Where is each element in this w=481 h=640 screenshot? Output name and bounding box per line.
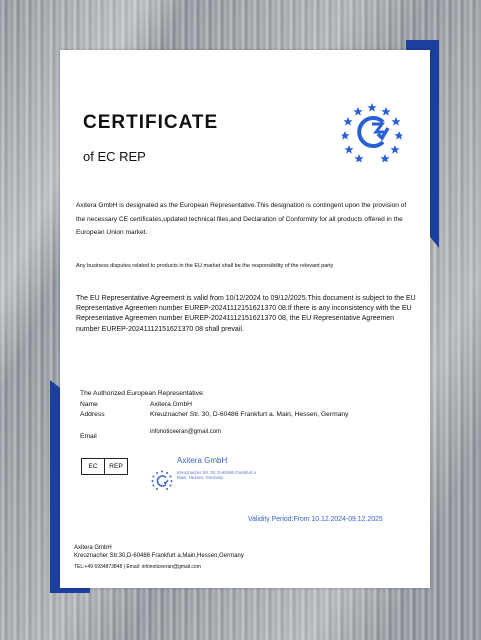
ec-label: EC (82, 459, 105, 474)
representative-heading: The Authorized European Representative: (80, 390, 205, 397)
footer-contact: TEL:+49 6934873848 | Email: infonoticeeran@gmail.com (74, 564, 201, 570)
certificate-title: CERTIFICATE (83, 112, 219, 133)
disputes-paragraph: Any business disputes related to products in the EU market shall be the responsibility of the relevant party (76, 263, 334, 269)
name-label: Name (80, 401, 98, 408)
stamp-company-name: Axitera GmbH (177, 456, 228, 465)
ec-rep-symbol (81, 458, 128, 475)
stamp-stars-logo-icon (151, 470, 173, 492)
address-label: Address (80, 411, 105, 418)
address-value: Kreuznacher Str. 30, D-60486 Frankfurt a. Main, Hessen, Germany (150, 411, 349, 418)
email-value: infonoticeeran@gmail.com (150, 429, 222, 435)
certificate-paper (60, 50, 430, 588)
footer-address: Kreuznacher Str.30,D-60486 Frankfurt a.Main,Hessen,Germany (74, 553, 244, 559)
rep-label: REP (109, 463, 123, 470)
name-value: Axitera GmbH (150, 401, 192, 408)
email-label: Email (80, 433, 97, 440)
eu-stars-logo-icon (342, 102, 402, 162)
footer-company: Axitera GmbH (74, 545, 112, 551)
validity-period: Validity Period:From 10.12.2024-09.12.2025 (248, 516, 383, 523)
agreement-paragraph: The EU Representative Agreement is valid from 10/12/2024 to 09/12/2025.This document is subject to the EU Representative Agreemen number EUREP-20241112151621370 08.If there is any inconsistency with the EU Representative Agreemen number EUREP-20241112151621370 08, the EU Representative Agreemen number EUREP-20241112151621370 08 shall prevail. (76, 295, 416, 333)
stamp-address: Kreuznacher Str. 30, D-60486 Frankfurt a. Main, Hessen, Germany (177, 470, 258, 481)
designation-paragraph: Axitera GmbH is designated as the European Representative.This designation is contingent upon the provision of the necessary CE certificates,updated technical files,and Declaration of Conformity for all products offered in the European Union market. (76, 202, 407, 236)
certificate-subtitle: of EC REP (83, 149, 146, 164)
